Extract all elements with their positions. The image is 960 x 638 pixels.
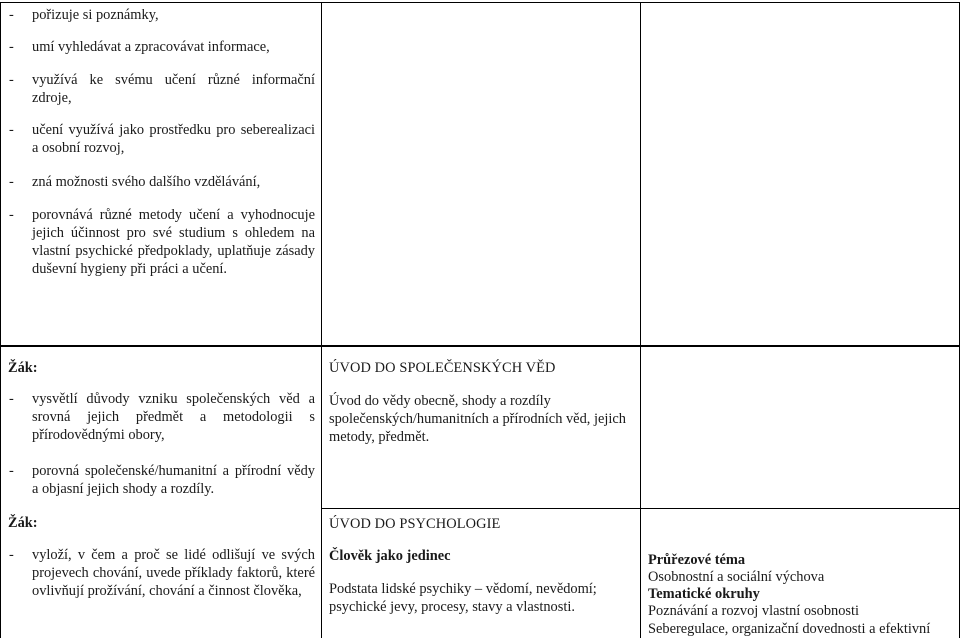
list-item: - učení využívá jako prostředku pro seberealizaci a osobní rozvoj, [9, 122, 315, 156]
content-cell [321, 2, 641, 346]
cross-topic-cell [640, 2, 960, 346]
table-row [0, 2, 960, 346]
cross-topic-cell [640, 346, 960, 508]
topic-text: Úvod do vědy obecně, shody a rozdíly společenských/humanitních a přírodních věd, jejich metody, předmět. [329, 393, 626, 445]
topic-title: ÚVOD DO PSYCHOLOGIE [329, 516, 501, 532]
list-item: - zná možnosti svého dalšího vzdělávání, [9, 174, 261, 190]
thematic-area: Poznávání a rozvoj vlastní osobnosti [648, 603, 860, 619]
student-label: Žák: [8, 360, 38, 376]
table-row [0, 508, 960, 638]
list-item: - porovná společenské/humanitní a přírodní vědy a objasní jejich shody a rozdíly. [9, 463, 315, 497]
thematic-areas-heading: Tematické okruhy [648, 586, 760, 602]
list-item: - vyloží, v čem a proč se lidé odlišují ve svých projevech chování, uvede příklady faktorů, které ovlivňují prožívání, chování a činnost člověka, [9, 547, 315, 599]
list-item: - vysvětlí důvody vzniku společenských věd a srovná jejich předmět a metodologii s přírodovědnými obory, [9, 391, 315, 443]
cross-topic-cell [640, 508, 960, 638]
content-cell [321, 346, 641, 508]
subtopic-text: Podstata lidské psychiky – vědomí, nevědomí; psychické jevy, procesy, stavy a vlastnosti. [329, 581, 597, 615]
student-label: Žák: [8, 515, 38, 531]
thematic-area: Seberegulace, organizační dovednosti a efektivní [648, 621, 931, 637]
list-item: - umí vyhledávat a zpracovávat informace, [9, 39, 270, 55]
list-item: - využívá ke svému učení různé informační zdroje, [9, 72, 315, 106]
topic-title: ÚVOD DO SPOLEČENSKÝCH VĚD [329, 360, 556, 376]
list-item: - porovnává různé metody učení a vyhodnocuje jejich účinnost pro své studium s ohledem na vlastní psychické předpoklady, uplatňuje zásady duševní hygieny při práci a učení. [9, 207, 315, 277]
outcomes-cell [0, 2, 322, 346]
content-cell [321, 508, 641, 638]
table-row [0, 346, 960, 508]
list-item: - pořizuje si poznámky, [9, 7, 159, 23]
cross-topic-heading: Průřezové téma [648, 552, 746, 568]
outcomes-cell [0, 346, 322, 508]
subtopic-title: Člověk jako jedinec [329, 548, 451, 564]
outcomes-cell [0, 508, 322, 638]
cross-topic-name: Osobnostní a sociální výchova [648, 569, 825, 585]
